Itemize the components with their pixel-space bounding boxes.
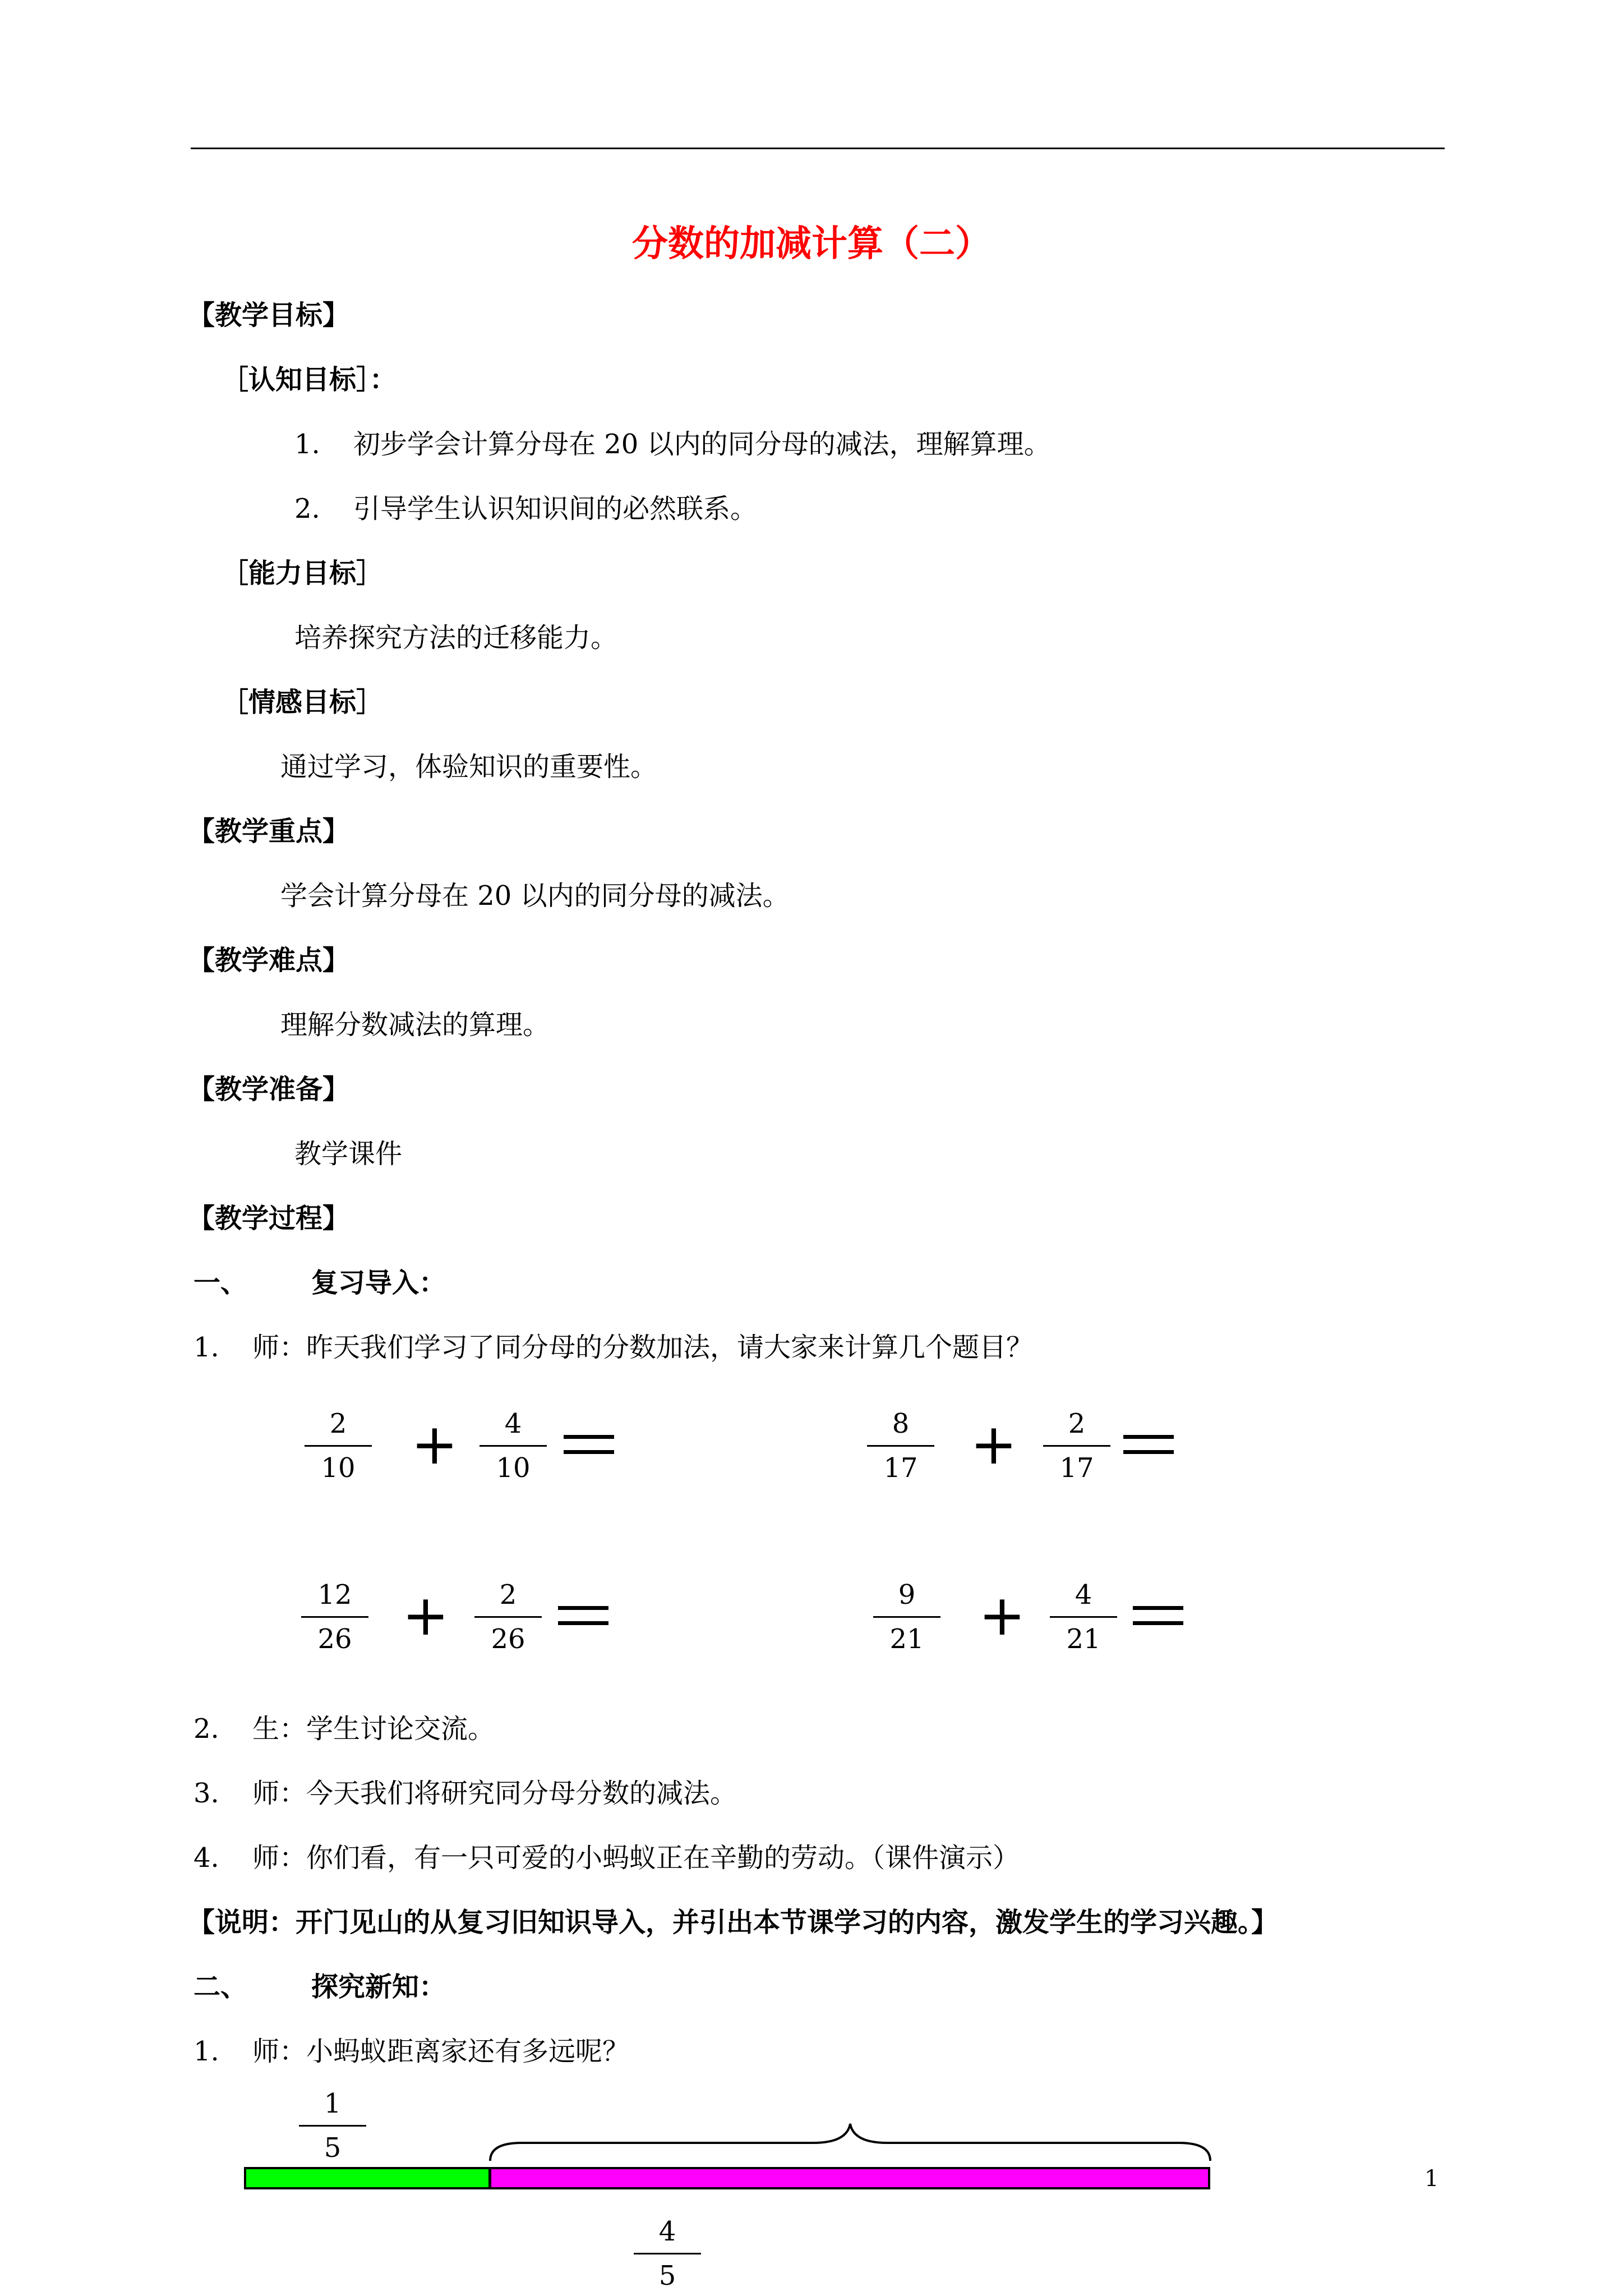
cognitive-item-1-number: 1. [294, 429, 320, 460]
part-2-number: 二、 [193, 1971, 248, 2003]
problem-2-b-denominator: 17 [1059, 1452, 1094, 1484]
problem-2-equals-sign [1123, 1435, 1174, 1454]
problem-3-b-denominator: 26 [491, 1623, 525, 1655]
problem-4-fraction-a [873, 1579, 940, 1655]
difficulty-text: 理解分数减法的算理。 [280, 1009, 550, 1041]
header-rule [191, 148, 1445, 149]
ability-goals-text: 培养探究方法的迁移能力。 [294, 622, 618, 654]
goals-header: 【教学目标】 [188, 300, 350, 331]
problem-1-a-numerator: 2 [329, 1408, 347, 1439]
problem-3-a-denominator: 26 [317, 1623, 352, 1655]
part-1-item-2-number: 2. [193, 1713, 219, 1745]
process-header: 【教学过程】 [188, 1203, 350, 1234]
fraction-bar [474, 1616, 542, 1618]
problem-3-fraction-a [301, 1579, 368, 1655]
part-2-item-1-text: 师：小蚂蚁距离家还有多远呢？ [252, 2036, 630, 2067]
short-segment-numerator: 1 [324, 2088, 342, 2119]
problem-2-a-denominator: 17 [883, 1452, 918, 1484]
part-1-title: 复习导入： [311, 1267, 446, 1299]
problem-1-plus-sign: + [411, 1411, 458, 1477]
problem-1-equals-sign [564, 1435, 614, 1454]
fraction-bar [634, 2253, 701, 2254]
long-segment-fraction [634, 2216, 701, 2292]
difficulty-header: 【教学难点】 [188, 945, 350, 976]
problem-1-fraction-a [305, 1408, 372, 1484]
fraction-bar [301, 1616, 368, 1618]
note-text: 【说明：开门见山的从复习旧知识导入，并引出本节课学习的内容，激发学生的学习兴趣。】 [188, 1907, 1279, 1938]
problem-3-equals-sign [558, 1606, 608, 1625]
problem-4-a-numerator: 9 [898, 1579, 916, 1611]
problem-3-a-numerator: 12 [317, 1579, 352, 1611]
part-1-item-1-text: 师：昨天我们学习了同分母的分数加法，请大家来计算几个题目？ [252, 1332, 1034, 1363]
problem-1-b-numerator: 4 [504, 1408, 522, 1439]
part-2-title: 探究新知： [311, 1971, 446, 2003]
problem-2-fraction-b [1043, 1408, 1110, 1484]
problem-4-equals-sign [1133, 1606, 1183, 1625]
fraction-bar [1043, 1445, 1110, 1447]
cognitive-item-2-number: 2. [294, 493, 320, 524]
problem-3-b-numerator: 2 [499, 1579, 517, 1611]
problem-1-a-denominator: 10 [321, 1452, 356, 1484]
preparation-header: 【教学准备】 [188, 1074, 350, 1105]
long-segment-bar [489, 2167, 1210, 2189]
fraction-bar [873, 1616, 940, 1618]
long-segment-numerator: 4 [658, 2216, 676, 2247]
problem-4-a-denominator: 21 [889, 1623, 924, 1655]
problem-2-fraction-a [867, 1408, 934, 1484]
curly-brace [488, 2120, 1212, 2165]
preparation-text: 教学课件 [294, 1138, 403, 1170]
problem-3-fraction-b [474, 1579, 542, 1655]
problem-4-fraction-b [1050, 1579, 1117, 1655]
part-2-item-1-number: 1. [193, 2036, 219, 2067]
fraction-bar [299, 2125, 366, 2127]
part-1-item-2-text: 生：学生讨论交流。 [252, 1713, 495, 1745]
problem-2-a-numerator: 8 [892, 1408, 910, 1439]
part-1-item-4-text: 师：你们看，有一只可爱的小蚂蚁正在辛勤的劳动。（课件演示） [252, 1842, 1020, 1874]
cognitive-item-2-text: 引导学生认识知识间的必然联系。 [353, 493, 758, 524]
emotion-goals-text: 通过学习，体验知识的重要性。 [280, 751, 658, 783]
fraction-bar [867, 1445, 934, 1447]
page-number: 1 [1424, 2166, 1439, 2192]
part-1-number: 一、 [193, 1267, 248, 1299]
key-point-text: 学会计算分母在 20 以内的同分母的减法。 [280, 880, 790, 912]
ability-goals-header: ［能力目标］ [222, 558, 384, 589]
short-segment-bar [244, 2167, 491, 2189]
long-segment-denominator: 5 [658, 2260, 676, 2292]
part-1-item-1-number: 1. [193, 1332, 219, 1363]
problem-1-fraction-b [479, 1408, 547, 1484]
part-1-item-4-number: 4. [193, 1842, 219, 1874]
short-segment-fraction [299, 2088, 366, 2164]
document-title: 分数的加减计算（二） [632, 223, 991, 265]
fraction-bar [1050, 1616, 1117, 1618]
problem-2-b-numerator: 2 [1068, 1408, 1086, 1439]
problem-3-plus-sign: + [402, 1582, 449, 1648]
problem-4-b-denominator: 21 [1066, 1623, 1101, 1655]
cognitive-goals-header: ［认知目标］： [222, 364, 397, 395]
problem-1-b-denominator: 10 [496, 1452, 531, 1484]
part-1-item-3-text: 师：今天我们将研究同分母分数的减法。 [252, 1778, 737, 1809]
key-point-header: 【教学重点】 [188, 816, 350, 847]
fraction-bar [479, 1445, 547, 1447]
fraction-bar [305, 1445, 372, 1447]
cognitive-item-1-text: 初步学会计算分母在 20 以内的同分母的减法，理解算理。 [353, 429, 1051, 460]
problem-4-plus-sign: + [979, 1582, 1026, 1648]
part-1-item-3-number: 3. [193, 1778, 219, 1809]
short-segment-denominator: 5 [324, 2132, 342, 2164]
problem-4-b-numerator: 4 [1075, 1579, 1092, 1611]
problem-2-plus-sign: + [970, 1411, 1017, 1477]
emotion-goals-header: ［情感目标］ [222, 687, 384, 718]
